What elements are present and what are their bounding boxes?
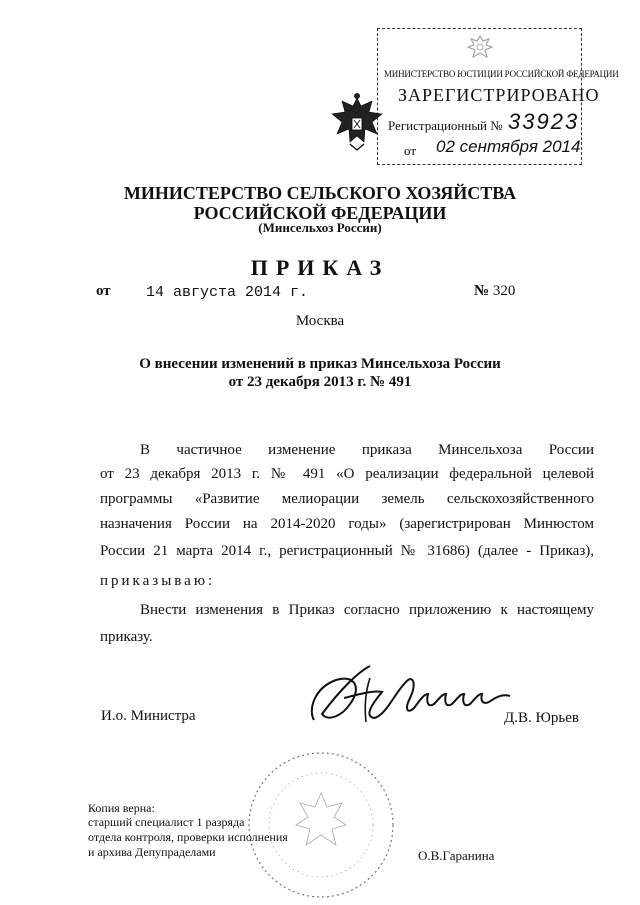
subject-line1: О внесении изменений в приказ Минсельхоза России: [139, 356, 501, 372]
eagle-emblem-icon: [464, 33, 496, 63]
copy-name: О.В.Гаранина: [418, 848, 495, 863]
ministry-short-name: (Минсельхоз России): [258, 220, 382, 235]
copy-department-2: и архива Депупраделами: [88, 845, 216, 859]
stamp-date-label: от: [404, 143, 417, 158]
number-value: 320: [492, 283, 516, 299]
date-label: от: [96, 283, 111, 299]
body-line: программы «Развитие мелиорации земель сельскохозяйственного: [100, 491, 594, 507]
coat-of-arms-icon: [328, 92, 386, 152]
subject-line2: от 23 декабря 2013 г. № 491: [228, 374, 412, 390]
document-type: ПРИКАЗ: [250, 255, 390, 280]
stamp-date: 02 сентября 2014: [436, 137, 581, 156]
body-line: приказываю:: [100, 573, 216, 589]
body-line: России 21 марта 2014 г., регистрационный № 31686) (далее - Приказ),: [100, 543, 594, 559]
number-sign: №: [474, 283, 490, 299]
order-date: 14 августа 2014 г.: [146, 284, 309, 301]
body-line: приказу.: [100, 629, 153, 645]
ministry-name-line2: РОССИЙСКОЙ ФЕДЕРАЦИИ: [193, 203, 447, 223]
signature: [300, 650, 520, 740]
city: Москва: [295, 313, 345, 329]
body-line: от 23 декабря 2013 г. № 491 «О реализации федеральной целевой: [100, 466, 594, 482]
copy-position: старший специалист 1 разряда: [88, 815, 245, 829]
ministry-name-line1: МИНИСТЕРСТВО СЕЛЬСКОГО ХОЗЯЙСТВА: [123, 183, 517, 203]
body-line: назначения России на 2014-2020 годы» (зарегистрирован Минюстом: [100, 516, 594, 532]
registration-stamp: [377, 28, 619, 165]
body-line: Внести изменения в Приказ согласно приложению к настоящему: [140, 602, 594, 618]
body-line: В частичное изменение приказа Минсельхоза России: [140, 442, 594, 458]
signer-title: И.о. Министра: [101, 708, 196, 724]
stamp-number: 33923: [508, 109, 580, 134]
stamp-title: ЗАРЕГИСТРИРОВАНО: [398, 85, 600, 105]
order-number: [474, 283, 515, 300]
signer-name: Д.В. Юрьев: [504, 710, 579, 726]
copy-label: Копия верна:: [88, 801, 155, 815]
certification-seal: [226, 745, 416, 905]
stamp-ministry: МИНИСТЕРСТВО ЮСТИЦИИ РОССИЙСКОЙ ФЕДЕРАЦИИ: [384, 69, 619, 79]
copy-department: отдела контроля, проверки исполнения: [88, 830, 288, 844]
stamp-number-label: Регистрационный №: [388, 118, 503, 133]
